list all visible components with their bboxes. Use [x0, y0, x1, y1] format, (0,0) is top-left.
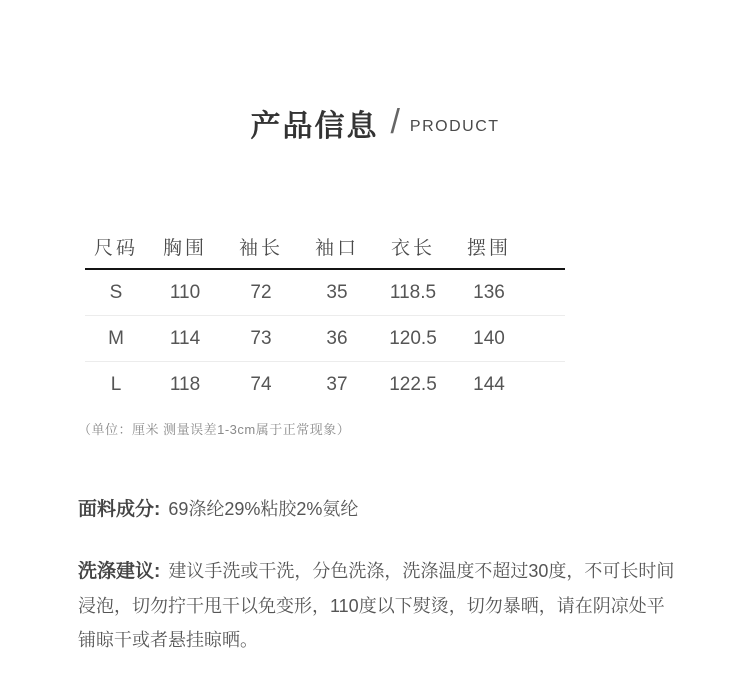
fabric-composition-label: 面料成分: [78, 499, 161, 520]
header-cell-sleeve-length: 袖长 [238, 238, 283, 259]
table-cell: M [108, 327, 124, 349]
table-cell: 35 [326, 281, 348, 303]
fabric-composition-value: 69涤纶29%粘胶2%氨纶 [168, 499, 359, 519]
table-cell: 114 [169, 327, 201, 349]
table-cell: 36 [326, 327, 348, 349]
fabric-composition-section [78, 494, 750, 521]
header-cell-bust: 胸围 [162, 238, 207, 259]
table-cell: 118.5 [389, 281, 437, 303]
table-cell: 118 [169, 373, 201, 395]
table-cell: 120.5 [389, 327, 437, 349]
table-cell: 74 [250, 373, 272, 395]
header-cell-garment-length: 衣长 [390, 238, 435, 259]
page-title-english: PRODUCT [409, 117, 500, 135]
table-cell: 37 [326, 373, 348, 395]
washing-instructions-section [78, 554, 678, 657]
table-cell: L [110, 373, 122, 395]
size-chart-header-row [85, 225, 565, 270]
table-cell: 144 [473, 373, 505, 395]
table-row-size-s [85, 270, 565, 316]
table-row-size-m [85, 316, 565, 362]
measurement-note: （单位：厘米 测量误差1-3cm属于正常现象） [78, 422, 351, 437]
header-cell-size: 尺码 [93, 238, 138, 259]
table-cell: S [109, 281, 123, 303]
table-cell: 122.5 [389, 373, 437, 395]
table-cell: 136 [473, 281, 505, 303]
table-cell: 110 [169, 281, 201, 303]
table-cell: 73 [250, 327, 272, 349]
table-cell: 140 [473, 327, 505, 349]
washing-instructions-label: 洗涤建议: [78, 561, 161, 582]
title-slash-divider: / [390, 102, 400, 141]
washing-instructions-text: 建议手洗或干洗，分色洗涤，洗涤温度不超过30度，不可长时间浸泡，切勿拧干甩干以免变形，110度以下熨烫，切勿暴晒，请在阴凉处平铺晾干或者悬挂晾晒。 [78, 561, 675, 650]
table-cell: 72 [250, 281, 272, 303]
size-chart-table [85, 225, 565, 407]
header-cell-cuff: 袖口 [314, 238, 359, 259]
page-title [0, 0, 750, 146]
page-title-chinese: 产品信息 [250, 110, 379, 143]
header-cell-hem: 摆围 [466, 238, 511, 259]
table-row-size-l [85, 362, 565, 407]
